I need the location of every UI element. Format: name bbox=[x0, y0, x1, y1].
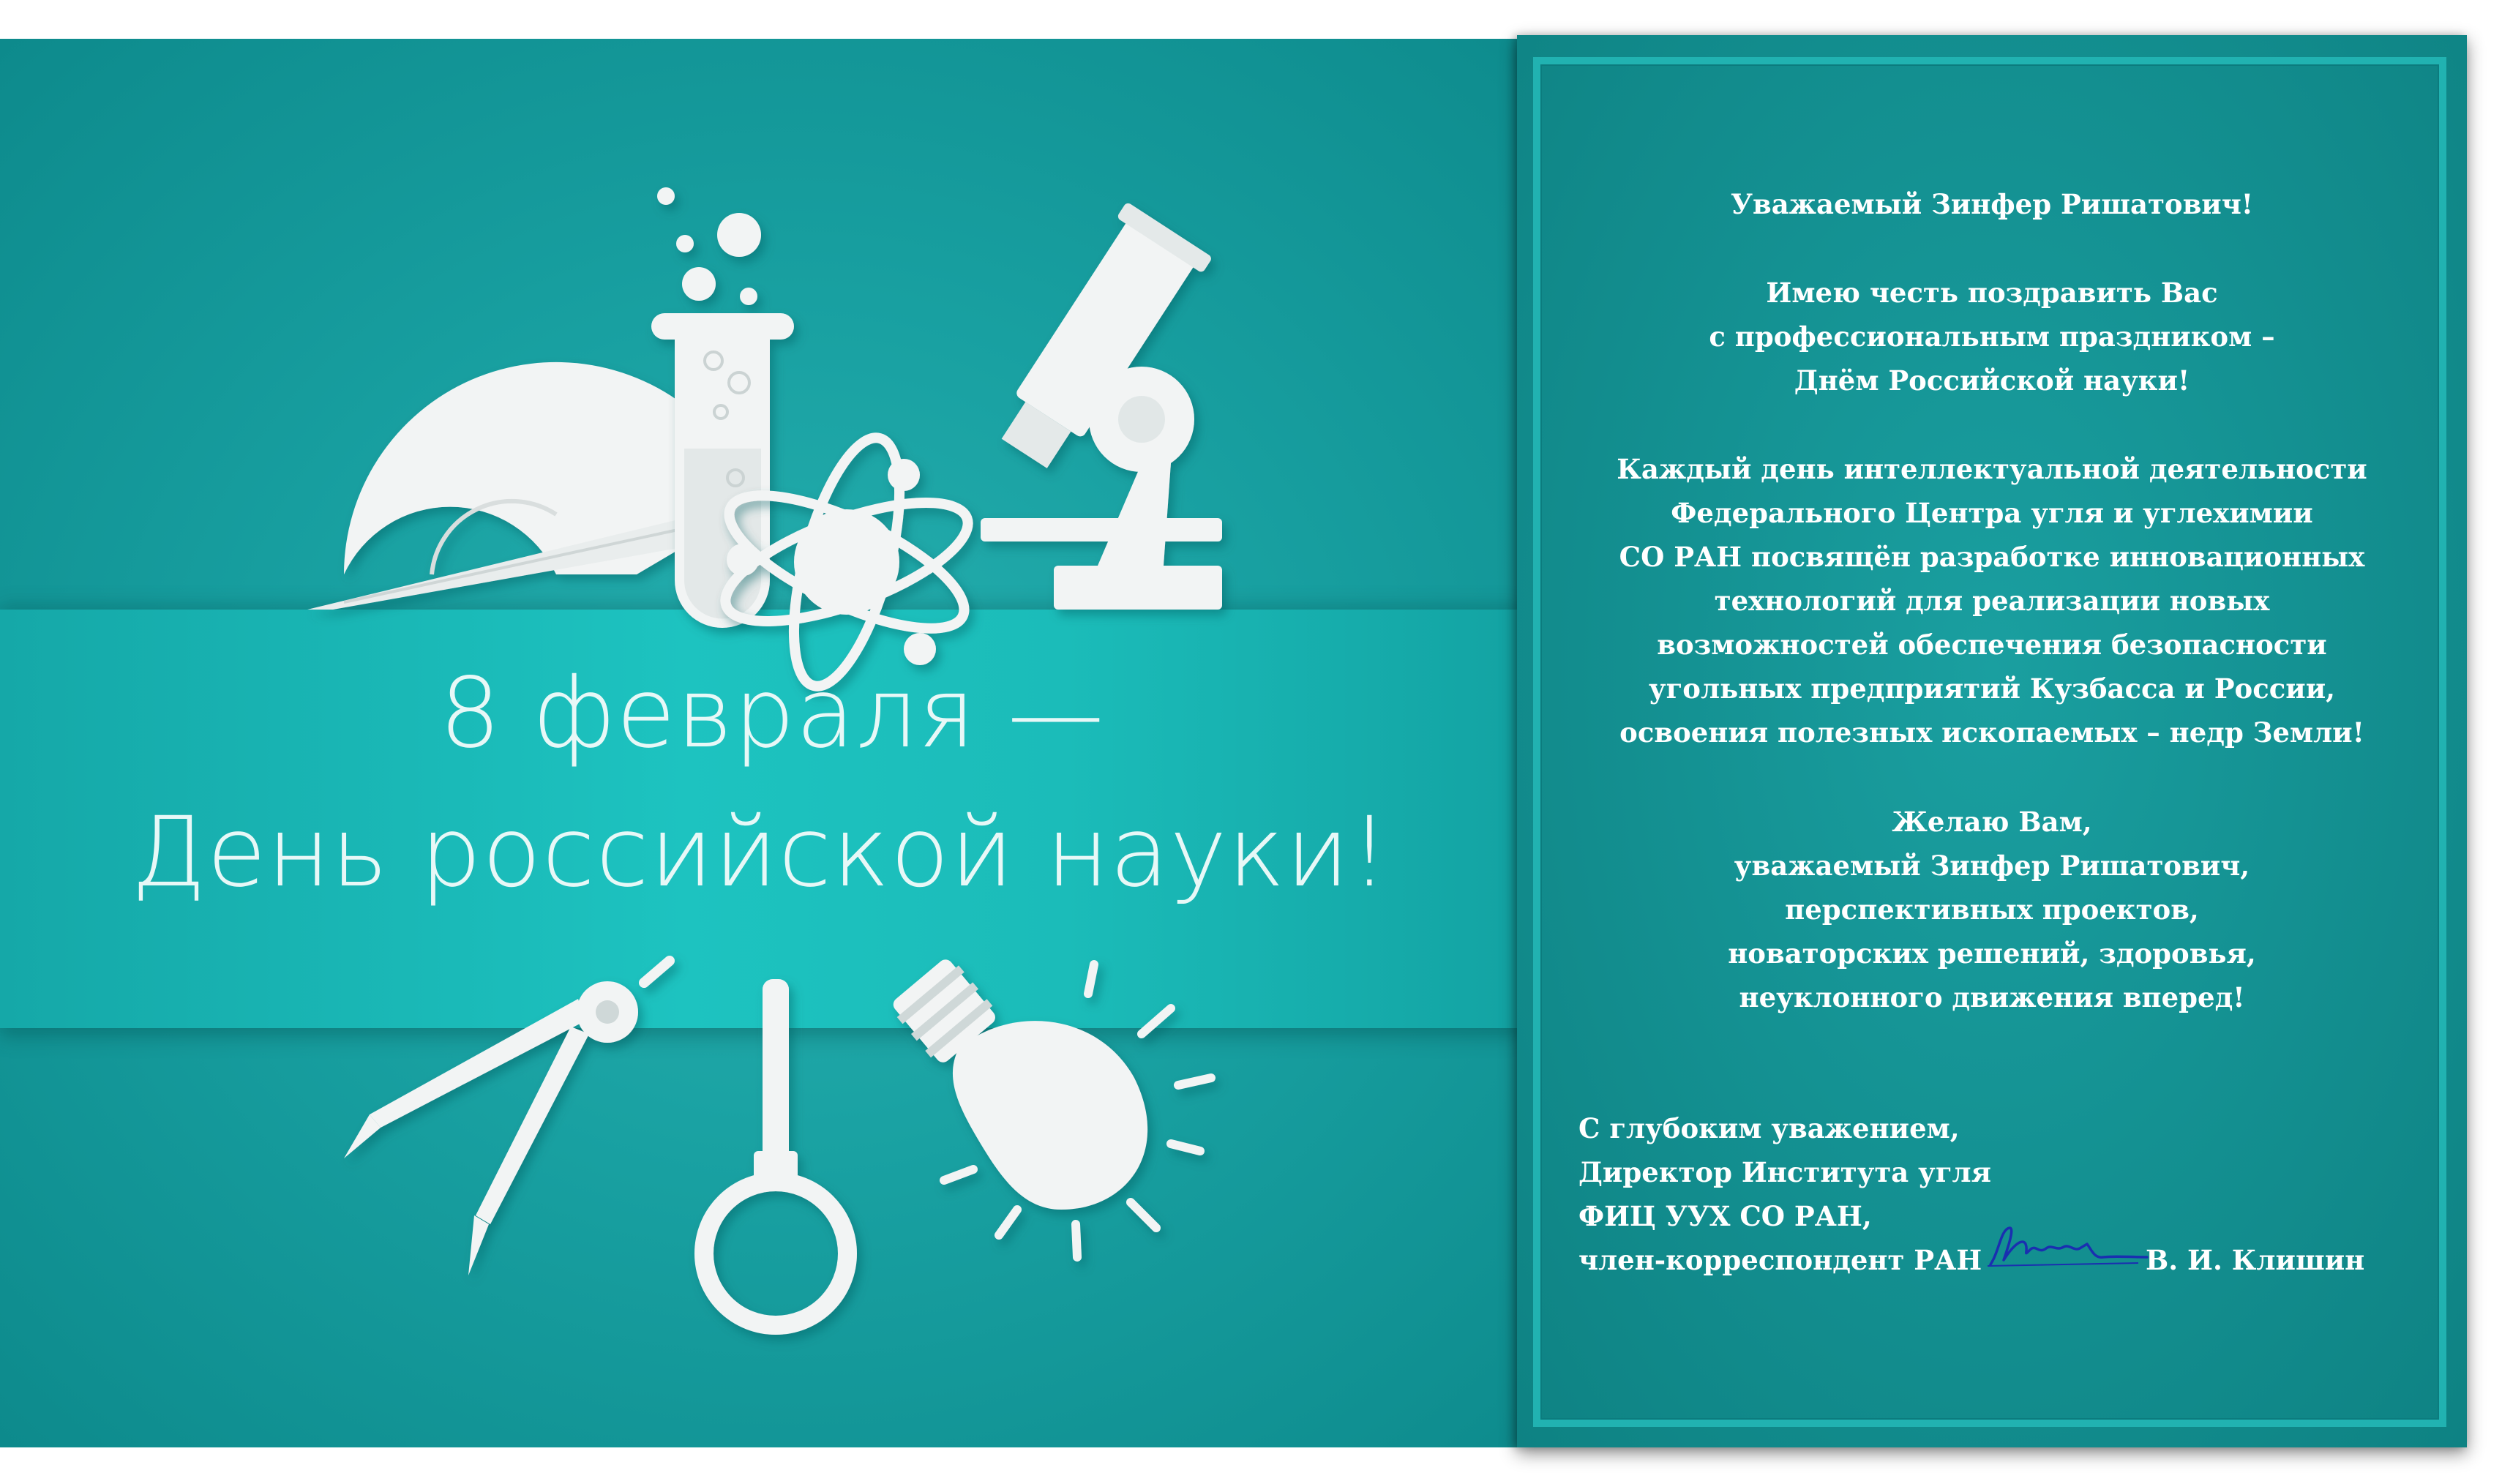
greeting-card-illustration bbox=[0, 39, 1521, 1447]
body-line: угольных предприятий Кузбасса и России, bbox=[1648, 672, 2336, 705]
closing-line: С глубоким уважением, bbox=[1578, 1112, 1960, 1144]
signer-name: В. И. Клишин bbox=[2146, 1244, 2365, 1276]
wishes-line: неуклонного движения вперед! bbox=[1739, 981, 2245, 1013]
protractor-icon bbox=[307, 362, 703, 610]
closing-line: Директор Института угля bbox=[1578, 1156, 1991, 1188]
congrats-line: Имею честь поздравить Вас bbox=[1766, 277, 2218, 309]
signer-title: член-корреспондент РАН bbox=[1578, 1244, 1982, 1276]
letter-wishes bbox=[1557, 800, 2427, 1019]
congrats-line: Днём Российской науки! bbox=[1794, 364, 2190, 397]
headline-title: День российской науки! bbox=[131, 796, 1390, 909]
magnifier-icon bbox=[704, 979, 847, 1325]
body-line: Каждый день интеллектуальной деятельности bbox=[1617, 453, 2367, 485]
letter-greeting bbox=[1557, 182, 2427, 226]
wishes-line: перспективных проектов, bbox=[1785, 893, 2199, 926]
body-line: Федерального Центра угля и углехимии bbox=[1671, 497, 2313, 529]
body-line: технологий для реализации новых bbox=[1714, 585, 2270, 617]
body-line: освоения полезных ископаемых – недр Земли! bbox=[1619, 716, 2364, 749]
body-line: СО РАН посвящён разработке инновационных bbox=[1619, 541, 2365, 573]
wishes-line: новаторских решений, здоровья, bbox=[1728, 937, 2256, 970]
lightbulb-icon bbox=[888, 954, 1211, 1257]
wishes-line: Желаю Вам, bbox=[1892, 806, 2092, 838]
headline-date: 8 февраля — bbox=[439, 657, 1105, 770]
handwritten-signature bbox=[1985, 1222, 2149, 1273]
microscope-icon bbox=[981, 202, 1222, 610]
congrats-line: с профессиональным праздником – bbox=[1709, 321, 2275, 353]
greeting-line: Уважаемый Зинфер Ришатович! bbox=[1730, 188, 2254, 220]
body-line: возможностей обеспечения безопасности bbox=[1657, 629, 2327, 661]
wishes-line: уважаемый Зинфер Ришатович, bbox=[1734, 850, 2250, 882]
letter-body bbox=[1557, 447, 2427, 754]
letter-signature-block bbox=[1578, 1106, 2365, 1282]
letter-congrats bbox=[1557, 271, 2427, 402]
compass-icon bbox=[344, 961, 670, 1275]
signature-row bbox=[1578, 1238, 2365, 1282]
closing-line: ФИЦ УУХ СО РАН, bbox=[1578, 1200, 1872, 1232]
